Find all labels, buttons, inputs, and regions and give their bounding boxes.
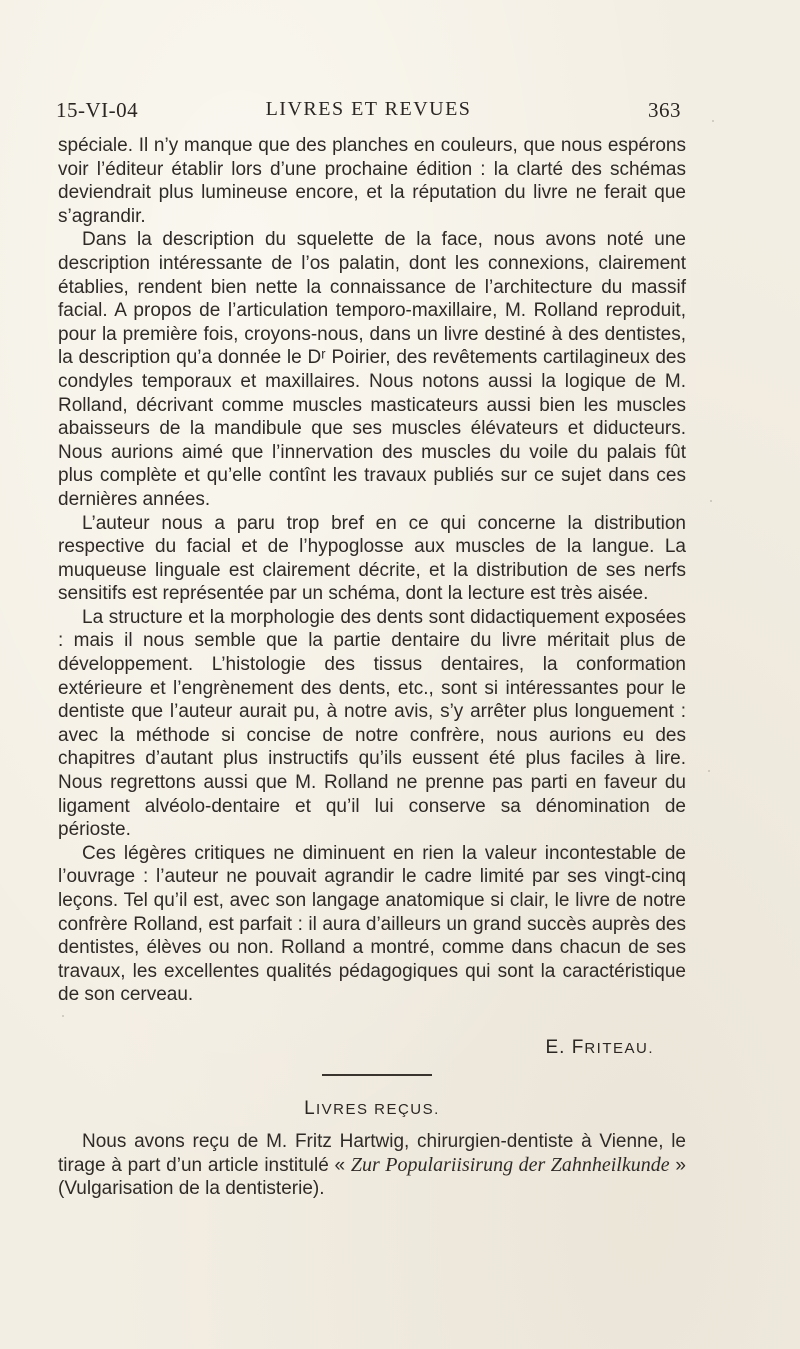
header-title: LIVRES ET REVUES <box>265 98 472 120</box>
author-signature <box>58 1037 654 1059</box>
paper-speck <box>712 120 714 122</box>
article-title: Zur Populariisirung der Zahnheilkunde <box>350 1153 670 1176</box>
signature-initial: E. <box>545 1037 566 1058</box>
section-divider <box>322 1074 432 1076</box>
paragraph-3: L’auteur nous a paru trop bref en ce qui concerne la distribution respective du facial et de l’hypoglosse aux muscles de la langue. La muqueuse linguale est clairement décrite, et la distribution de ses nerfs sensitifs est représentée par un schéma, dont la lecture est très aisée. <box>58 512 686 605</box>
signature-name-rest: RITEAU. <box>584 1040 654 1057</box>
received-books-paragraph <box>58 1130 686 1201</box>
received-books-body <box>58 1130 686 1201</box>
received-text-start: Nous avons reçu de M. Fritz Hartwig, chirurgien-dentiste à Vienne, le tirage à part d’un article institulé « <box>58 1131 686 1176</box>
review-body <box>58 134 686 1007</box>
paragraph-4: La structure et la morphologie des dents sont didactiquement exposées : mais il nous semble que la partie dentaire du livre méritait plus de développement. L’histologie des tissus dentaires, la conformation extérieure et l’engrènement des dents, etc., sont si intéressantes pour le dentiste que l’auteur aurait pu, à notre avis, s’y arrêter plus longuement : avec la méthode si concise de notre confrère, nous aurions eu des chapitres d’autant plus instructifs qu’ils eussent été plus faciles à lire. Nous regrettons aussi que M. Rolland ne prenne pas parti en faveur du ligament alvéolo-dentaire et qu’il lui conserve sa dénomination de périoste. <box>58 606 686 841</box>
running-header <box>56 98 681 128</box>
signature-name-cap: F <box>571 1037 585 1058</box>
header-date: 15-VI-04 <box>56 98 139 122</box>
section-heading-cap: L <box>304 1098 316 1119</box>
paragraph-2: Dans la description du squelette de la face, nous avons noté une description intéressante de l’os palatin, dont les connexions, clairement établies, rendent bien nette la connaissance de l’architecture du massif facial. A propos de l’articulation temporo-maxillaire, M. Rolland reproduit, pour la première fois, croyons-nous, dans un livre destiné à des dentistes, la description qu’a donnée le Dʳ Poirier, des revêtements cartilagineux des condyles temporaux et maxillaires. Nous notons aussi la logique de M. Rolland, décrivant comme muscles masticateurs aussi bien les muscles abaisseurs de la mandibule que ses muscles élévateurs et diducteurs. Nous aurions aimé que l’innervation des muscles du voile du palais fût plus complète et qu’elle contînt les travaux publiés sur ce sujet dans ces dernières années. <box>58 229 686 510</box>
paper-speck <box>710 500 712 502</box>
page-number: 363 <box>648 98 681 122</box>
paper-speck <box>62 1015 64 1017</box>
received-text-end: » (Vulgarisation de la dentisterie). <box>58 1154 686 1200</box>
paper-speck <box>708 770 710 772</box>
paragraph-1: spéciale. Il n’y manque que des planches en couleurs, que nous espérons voir l’éditeur établir lors d’une prochaine édition : la clarté des schémas deviendrait plus lumineuse encore, et la réputation du livre ne ferait que s’agrandir. <box>58 135 686 227</box>
section-heading <box>0 1098 744 1120</box>
paragraph-5: Ces légères critiques ne diminuent en rien la valeur incontestable de l’ouvrage : l’auteur ne pouvait agrandir le cadre limité par ses vingt-cinq leçons. Tel qu’il est, avec son langage anatomique si clair, le livre de notre confrère Rolland, est parfait : il aura d’ailleurs un grand succès auprès des dentistes, élèves ou non. Rolland a montré, comme dans chacun de ses travaux, les excellentes qualités pédagogiques qui sont la caractéristique de son cerveau. <box>58 842 686 1006</box>
section-heading-rest: IVRES REÇUS. <box>315 1101 440 1118</box>
